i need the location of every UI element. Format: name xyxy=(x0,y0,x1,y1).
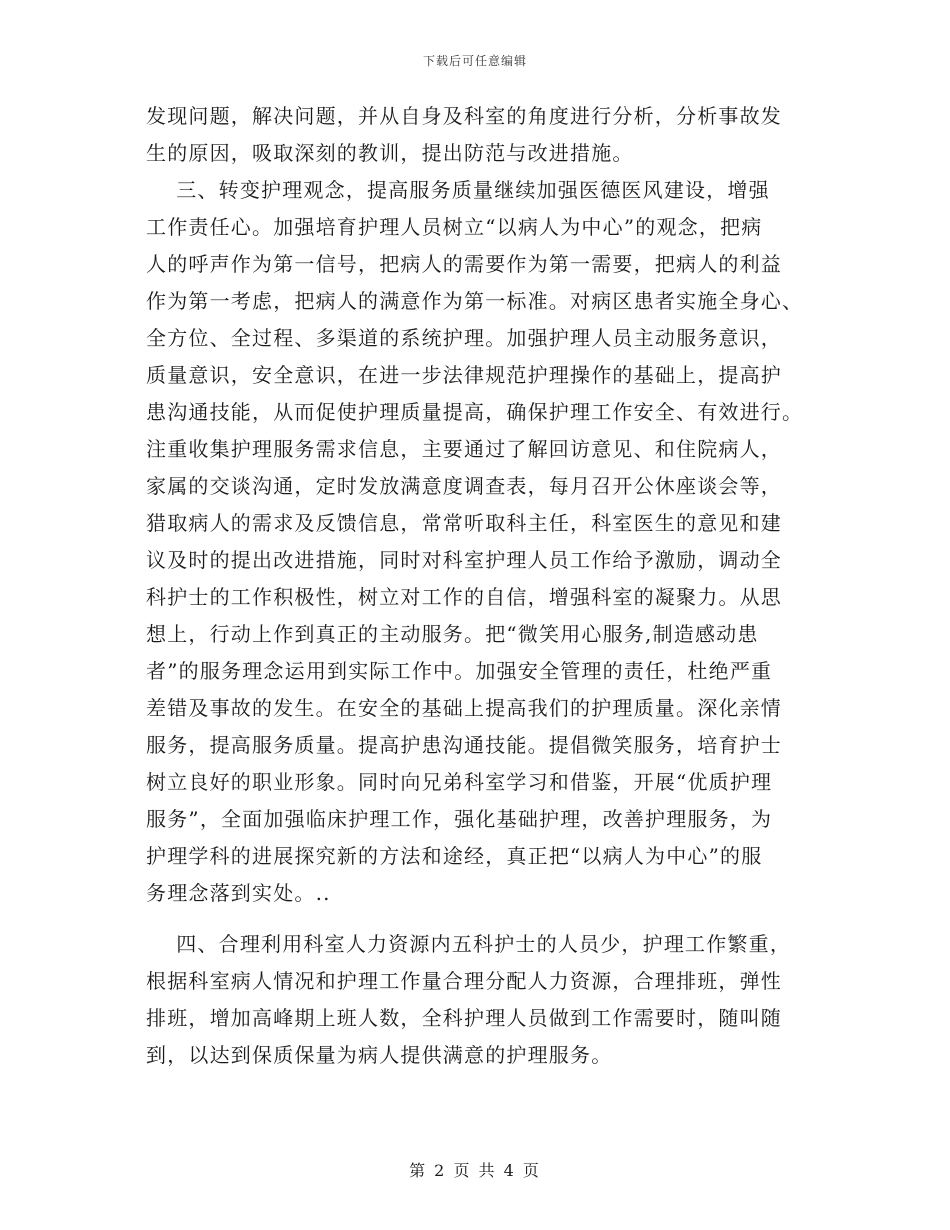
text-line: 猎取病人的需求及反馈信息，常常听取科主任，科室医生的意见和建 xyxy=(146,511,782,535)
text-line: 想上，行动上作到真正的主动服务。把“微笑用心服务,制造感动患 xyxy=(146,622,759,646)
text-line: 务理念落到实处。.. xyxy=(146,881,331,905)
text-line: 服务，提高服务质量。提高护患沟通技能。提倡微笑服务，培育护士 xyxy=(146,733,782,757)
page-header-note: 下载后可任意编辑 xyxy=(422,54,527,68)
section-four-heading-line: 四、合理利用科室人力资源内五科护士的人员少，护理工作繁重， xyxy=(146,932,792,956)
text-line: 者”的服务理念运用到实际工作中。加强安全管理的责任，杜绝严重 xyxy=(146,659,773,683)
text-line: 服务”，全面加强临床护理工作，强化基础护理，改善护理服务，为 xyxy=(146,807,773,831)
text-line: 发现问题，解决问题，并从自身及科室的角度进行分析，分析事故发 xyxy=(146,104,782,128)
text-line: 护理学科的进展探究新的方法和途经，真正把“以病人为中心”的服 xyxy=(146,844,763,868)
text-line: 排班，增加高峰期上班人数，全科护理人员做到工作需要时，随叫随 xyxy=(146,1006,782,1030)
text-line: 质量意识，安全意识，在进一步法律规范护理操作的基础上，提高护 xyxy=(146,363,782,387)
text-line: 家属的交谈沟通，定时发放满意度调查表，每月召开公休座谈会等， xyxy=(146,474,782,498)
section-three-heading-line: 三、转变护理观念，提高服务质量继续加强医德医风建设，增强 xyxy=(146,178,770,202)
text-line: 科护士的工作积极性，树立对工作的自信，增强科室的凝聚力。从思 xyxy=(146,585,782,609)
paragraph-gap xyxy=(146,912,814,926)
text-line: 生的原因，吸取深刻的教训，提出防范与改进措施。 xyxy=(146,141,634,165)
text-line: 工作责任心。加强培育护理人员树立“以病人为中心”的观念，把病 xyxy=(146,215,763,239)
document-body xyxy=(146,98,814,1074)
text-line: 到，以达到保质保量为病人提供满意的护理服务。 xyxy=(146,1043,613,1067)
text-line: 全方位、全过程、多渠道的系统护理。加强护理人员主动服务意识， xyxy=(146,326,782,350)
text-line: 差错及事故的发生。在安全的基础上提高我们的护理质量。深化亲情 xyxy=(146,696,782,720)
page-number-footer: 第 2 页 共 4 页 xyxy=(409,1161,541,1180)
text-line: 患沟通技能，从而促使护理质量提高，确保护理工作安全、有效进行。 xyxy=(146,400,804,424)
text-line: 树立良好的职业形象。同时向兄弟科室学习和借鉴，开展“优质护理 xyxy=(146,770,773,794)
text-line: 根据科室病人情况和护理工作量合理分配人力资源，合理排班，弹性 xyxy=(146,969,782,993)
text-line: 人的呼声作为第一信号，把病人的需要作为第一需要，把病人的利益 xyxy=(146,252,782,276)
text-line: 注重收集护理服务需求信息，主要通过了解回访意见、和住院病人， xyxy=(146,437,782,461)
text-line: 作为第一考虑，把病人的满意作为第一标准。对病区患者实施全身心、 xyxy=(146,289,804,313)
text-line: 议及时的提出改进措施，同时对科室护理人员工作给予激励，调动全 xyxy=(146,548,782,572)
